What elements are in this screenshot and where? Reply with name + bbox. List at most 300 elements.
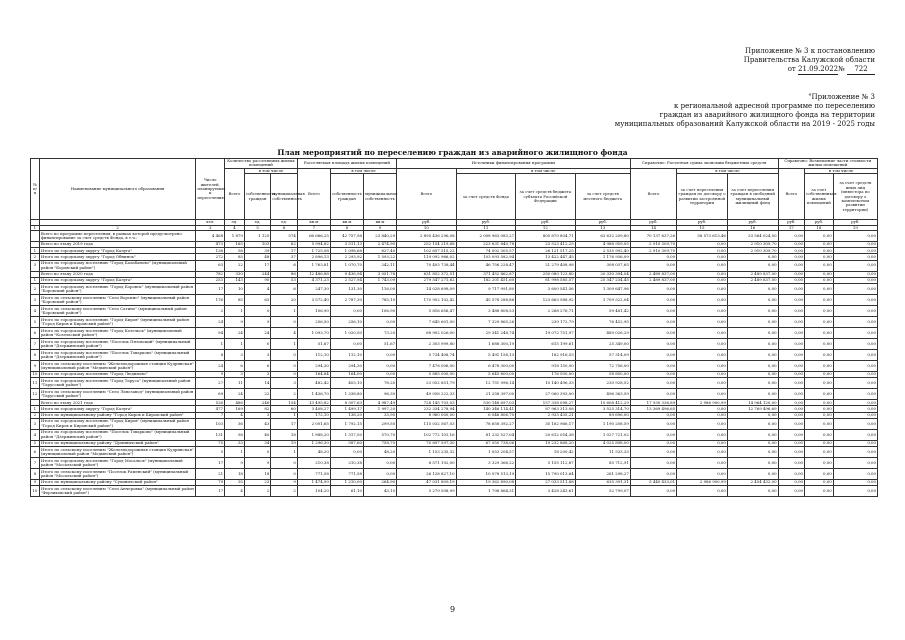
value-cell: 0,00 [778, 457, 804, 468]
value-cell: 2 489 837,00 [630, 277, 676, 283]
value-cell: 1 210,00 [330, 479, 363, 485]
unit-cell: руб. [805, 220, 834, 225]
unit-cell: кв.м [330, 220, 363, 225]
value-cell: 5 645 600,00 [456, 371, 516, 377]
value-cell: 0,00 [630, 327, 676, 338]
value-cell: 131 [196, 429, 225, 440]
value-cell: 0,00 [805, 316, 834, 327]
value-cell: 247,30 [297, 283, 330, 294]
value-cell: 0,00 [677, 468, 728, 479]
value-cell: 76 452,95 [575, 316, 630, 327]
value-cell: 0,00 [330, 338, 363, 349]
value-cell: 771,58 [330, 468, 363, 479]
value-cell: 17 [196, 457, 225, 468]
value-cell: 103 [196, 418, 225, 429]
value-cell: 0,00 [833, 283, 877, 294]
value-cell: 0,00 [727, 360, 778, 371]
municipality-name: Итого по городскому округу "Город Калуга" [39, 406, 196, 412]
value-cell: 119 092 966,02 [397, 254, 457, 260]
value-cell: 59 481,42 [575, 305, 630, 316]
value-cell: 0,00 [805, 231, 834, 242]
value-cell: 0,00 [677, 305, 728, 316]
value-cell: 0,00 [677, 371, 728, 377]
value-cell: 58 [225, 429, 245, 440]
value-cell: 0 [271, 468, 297, 479]
value-cell: 25 347 234,45 [575, 277, 630, 283]
value-cell: 17 [244, 260, 270, 271]
table-row [31, 446, 878, 457]
value-cell: 0,00 [805, 486, 834, 497]
value-cell: 0,00 [677, 248, 728, 254]
value-cell: 72 756,00 [575, 360, 630, 371]
row-number: 6 [31, 327, 40, 338]
value-cell: 24 [244, 327, 270, 338]
value-cell: 112,10 [297, 349, 330, 360]
value-cell: 104,20 [297, 486, 330, 497]
value-cell: 69 [196, 389, 225, 400]
col-savings-development: за счет переселения граждан по договору о развитии застроенной территории [677, 174, 728, 220]
value-cell: 43,10 [363, 486, 396, 497]
value-cell: 27 060 393,00 [516, 389, 576, 400]
value-cell: 12 486,88 [297, 271, 330, 277]
value-cell: 45 578 288,86 [456, 294, 516, 305]
value-cell: 0 [271, 457, 297, 468]
value-cell: 253 [196, 277, 225, 283]
value-cell: 0,00 [833, 418, 877, 429]
row-number: 1 [31, 277, 40, 283]
value-cell: 1 [271, 338, 297, 349]
table-row [31, 349, 878, 360]
value-cell: 0,00 [778, 271, 804, 277]
value-cell: 17 [196, 283, 225, 294]
unit-cell: руб. [727, 220, 778, 225]
value-cell: 279 547 271,62 [397, 277, 457, 283]
value-cell: 90 [244, 277, 270, 283]
value-cell: 0,00 [727, 468, 778, 479]
column-number-cell: 4 [225, 225, 245, 230]
value-cell: 63 [196, 260, 225, 271]
value-cell: 0,00 [630, 389, 676, 400]
value-cell: 1 436,70 [297, 389, 330, 400]
value-cell: 18 200,42 [516, 446, 576, 457]
column-number-cell: 2 [39, 225, 196, 230]
value-cell: 106,90 [363, 305, 396, 316]
value-cell: 0,00 [630, 254, 676, 260]
value-cell: 0,00 [630, 440, 676, 446]
value-cell: 785,10 [363, 294, 396, 305]
value-cell: 0,00 [833, 440, 877, 446]
value-cell: 49 058 222,33 [397, 389, 457, 400]
row-number: 8 [31, 349, 40, 360]
value-cell: 0 [271, 349, 297, 360]
value-cell: 264,90 [363, 479, 396, 485]
value-cell: 0,00 [778, 479, 804, 485]
table-row [31, 468, 878, 479]
value-cell: 3 525 314,70 [575, 406, 630, 412]
value-cell: 48,20 [363, 446, 396, 457]
value-cell: 0,00 [778, 418, 804, 429]
municipality-name: Итого по муниципальному району "Город Киров и Кировский район" [39, 412, 196, 418]
table-row [31, 305, 878, 316]
value-cell: 482,42 [297, 378, 330, 389]
value-cell: 1 125 [244, 231, 270, 242]
value-cell: 48,20 [297, 446, 330, 457]
value-cell: 102 772 101,16 [397, 429, 457, 440]
value-cell: 330 [225, 271, 245, 277]
value-cell: 19 362 890,08 [456, 479, 516, 485]
value-cell: 232 334 278,94 [397, 406, 457, 412]
value-cell: 35 182 966,17 [516, 418, 576, 429]
value-cell: 164,00 [330, 371, 363, 377]
value-cell: 115 032 567,03 [397, 418, 457, 429]
value-cell: 477 [196, 406, 225, 412]
value-cell: 0,00 [727, 283, 778, 294]
value-cell: 0,00 [677, 412, 728, 418]
value-cell: 2 787,30 [330, 294, 363, 305]
row-number: 6 [31, 446, 40, 457]
municipality-name: Итого по городскому поселению "Город Балабаново" (муниципальный район "Боровский район") [39, 260, 196, 271]
municipality-name: Итого по городскому поселению "Поселок Товарково" (муниципальный район "Дзержинский район") [39, 349, 196, 360]
value-cell: 2 [271, 486, 297, 497]
table-header [31, 159, 878, 231]
col-premises-incl: в том числе [244, 168, 297, 173]
value-cell: 0,00 [805, 349, 834, 360]
value-cell: 0,00 [778, 406, 804, 412]
value-cell: 3 [271, 378, 297, 389]
value-cell: 627,40 [363, 248, 396, 254]
col-funding-incl: в том числе [456, 168, 630, 173]
value-cell: 17 [271, 418, 297, 429]
value-cell: 21 258 397,00 [456, 389, 516, 400]
value-cell: 2 489 837,00 [630, 271, 676, 277]
value-cell: 0,00 [677, 429, 728, 440]
value-cell: 3 408,27 [297, 406, 330, 412]
value-cell: 176 500,00 [516, 371, 576, 377]
value-cell: 615 199,61 [516, 338, 576, 349]
column-number-cell: 13 [575, 225, 630, 230]
value-cell: 0,00 [677, 242, 728, 248]
value-cell: 0,00 [778, 446, 804, 457]
row-number: 9 [31, 360, 40, 371]
value-cell: 75 [196, 440, 225, 446]
col-area-citizens: собственность граждан [330, 174, 363, 220]
value-cell: 2 896,13 [297, 254, 330, 260]
value-cell: 33 564 024,00 [727, 231, 778, 242]
value-cell: 0,00 [778, 242, 804, 248]
value-cell: 23 [244, 479, 270, 485]
col-num: № п/п [31, 159, 40, 220]
value-cell: 5 734 408,74 [397, 349, 457, 360]
value-cell: 3 [244, 349, 270, 360]
value-cell: 18 [244, 468, 270, 479]
value-cell: 0,00 [630, 260, 676, 271]
value-cell: 68 902 026,00 [397, 327, 457, 338]
value-cell: 210,38 [297, 457, 330, 468]
page-number: 9 [449, 605, 456, 614]
value-cell: 0,00 [363, 457, 396, 468]
value-cell: 26 121 517,25 [516, 248, 576, 254]
value-cell: 530 148 697,03 [456, 400, 516, 406]
value-cell: 0,00 [677, 418, 728, 429]
value-cell: 14 [244, 378, 270, 389]
value-cell: 0,00 [363, 468, 396, 479]
value-cell: 0,00 [805, 242, 834, 248]
value-cell: 0,00 [677, 294, 728, 305]
value-cell: 9 [244, 316, 270, 327]
value-cell: 3 600 541,56 [516, 283, 576, 294]
value-cell: 2 008 963 083,27 [456, 231, 516, 242]
value-cell: 86 [271, 271, 297, 277]
value-cell: 0,00 [833, 349, 877, 360]
value-cell: 210,38 [330, 457, 363, 468]
col-savings-total: Всего [630, 168, 676, 219]
value-cell: 4 [225, 486, 245, 497]
value-cell: 138 [196, 248, 225, 254]
value-cell: 33 [225, 440, 245, 446]
value-cell: 13 422 447,45 [516, 254, 576, 260]
value-cell: 4 468 [196, 231, 225, 242]
value-cell: 1 798 864,31 [456, 486, 516, 497]
value-cell: 85 712,91 [575, 457, 630, 468]
value-cell: 79 [196, 479, 225, 485]
value-cell: 486 [225, 400, 245, 406]
value-cell: 0,00 [805, 371, 834, 377]
value-cell: 8 [196, 349, 225, 360]
value-cell: 8 960 000,00 [397, 412, 457, 418]
row-number: 4 [31, 305, 40, 316]
value-cell: 2 474,90 [363, 242, 396, 248]
value-cell: 299,50 [363, 418, 396, 429]
appendix-header [615, 93, 875, 129]
row-number: 8 [31, 468, 40, 479]
value-cell: 0,00 [630, 468, 676, 479]
table-row [31, 429, 878, 440]
value-cell: 0,00 [805, 327, 834, 338]
value-cell: 20 [271, 294, 297, 305]
row-number: 10 [32, 371, 38, 377]
value-cell: 0,00 [727, 440, 778, 446]
value-cell: 40 [244, 429, 270, 440]
value-cell: 1 093,70 [297, 327, 330, 338]
value-cell: 78 658 392,27 [456, 418, 516, 429]
value-cell: 138,20 [330, 412, 363, 418]
value-cell: 0,00 [677, 406, 728, 412]
column-number-cell: 1 [31, 225, 40, 230]
value-cell: 0,00 [677, 486, 728, 497]
value-cell: 74 002 305,57 [456, 248, 516, 254]
row-number: 2 [31, 283, 40, 294]
value-cell: 0,00 [805, 277, 834, 283]
value-cell: 0,00 [833, 412, 877, 418]
value-cell: 116,00 [363, 283, 396, 294]
value-cell: 0,00 [805, 260, 834, 271]
value-cell: 0,00 [727, 429, 778, 440]
value-cell: 1 317,50 [330, 429, 363, 440]
value-cell: 5 994,82 [297, 242, 330, 248]
value-cell: 1 499,17 [330, 406, 363, 412]
value-cell: 57 314,09 [575, 349, 630, 360]
value-cell: 4 371,23 [297, 277, 330, 283]
column-number-cell: 7 [297, 225, 330, 230]
value-cell: 0,00 [677, 457, 728, 468]
value-cell: 0,00 [805, 429, 834, 440]
value-cell: 22 [244, 389, 270, 400]
value-cell: 5 [196, 446, 225, 457]
col-premises-citizens: собственность граждан [244, 174, 270, 220]
column-number-cell: 10 [397, 225, 457, 230]
municipality-name: Итого по сельскому поселению "Железнодорожная станция Кудринская" (муниципальный район "Медынский район") [39, 446, 196, 457]
value-cell: 0,00 [778, 400, 804, 406]
value-cell: 157 338 098,27 [516, 400, 576, 406]
approval-line-2: Правительства Калужской области [743, 56, 875, 64]
municipality-name: Итого по городскому поселению "Поселок Товарково" (муниципальный район "Дзержинский район") [39, 429, 196, 440]
value-cell: 18 [271, 429, 297, 440]
value-cell: 0,00 [833, 254, 877, 260]
value-cell: 14 028 698,09 [397, 283, 457, 294]
value-cell: 0,00 [778, 412, 804, 418]
value-cell: 2 910 309,70 [630, 242, 676, 248]
table-row [31, 338, 878, 349]
value-cell: 0,00 [727, 378, 778, 389]
value-cell: 33,90 [363, 412, 396, 418]
value-cell: 2 293,92 [330, 254, 363, 260]
value-cell: 2 454 432,00 [727, 479, 778, 485]
value-cell: 1 743,09 [363, 277, 396, 283]
value-cell: 170 952 102,42 [397, 294, 457, 305]
value-cell: 0,00 [778, 389, 804, 400]
value-cell: 8 507,63 [330, 400, 363, 406]
value-cell: 0,00 [727, 418, 778, 429]
value-cell: 46 756 228,47 [456, 260, 516, 271]
value-cell: 169 [225, 406, 245, 412]
table-row [31, 294, 878, 305]
col-reimb-incl: в том числе [805, 168, 878, 173]
value-cell: 7 329 865,26 [456, 316, 516, 327]
value-cell: 223 631 840,78 [456, 242, 516, 248]
value-cell: 1 888,20 [297, 429, 330, 440]
value-cell: 0,00 [630, 283, 676, 294]
value-cell: 0,00 [805, 254, 834, 260]
table-row [31, 316, 878, 327]
value-cell: 758,70 [363, 440, 396, 446]
value-cell: 1 [271, 305, 297, 316]
value-cell: 17 [271, 248, 297, 254]
value-cell: 0,00 [630, 486, 676, 497]
value-cell: 2 [196, 305, 225, 316]
row-number: 3 [31, 260, 40, 271]
value-cell: 143 [225, 277, 245, 283]
value-cell: 0 [271, 316, 297, 327]
value-cell: 43 [244, 418, 270, 429]
value-cell: 473 [196, 242, 225, 248]
value-cell: 0,00 [805, 418, 834, 429]
value-cell: 570,70 [363, 429, 396, 440]
appendix-line-2: к региональной адресной программе по переселению [674, 102, 875, 110]
value-cell: 0,00 [833, 338, 877, 349]
value-cell: 2 986 900,99 [677, 400, 728, 406]
col-reimb-investors: за счет средств иных лиц (инвестора по договору о комплексном развитии территории) [833, 174, 877, 220]
value-cell: 3 [244, 412, 270, 418]
value-cell: 58 573 613,46 [677, 231, 728, 242]
value-cell: 2 895 436 296,08 [397, 231, 457, 242]
value-cell: 3 329 366,22 [456, 457, 516, 468]
unit-cell: руб. [575, 220, 630, 225]
value-cell: 6 [271, 260, 297, 271]
value-cell: 2 986 900,99 [677, 479, 728, 485]
column-number-cell: 12 [516, 225, 576, 230]
value-cell: 164,84 [297, 371, 330, 377]
value-cell: 0,00 [677, 260, 728, 271]
column-number-cell: 19 [833, 225, 877, 230]
value-cell: 0,00 [727, 338, 778, 349]
value-cell: 2 [271, 389, 297, 400]
value-cell: 0,00 [805, 283, 834, 294]
value-cell: 1 997,20 [363, 406, 396, 412]
row-number: 7 [31, 338, 40, 349]
value-cell: 9 717 991,80 [456, 283, 516, 294]
value-cell: 782 [196, 271, 225, 277]
value-cell: 0,00 [805, 271, 834, 277]
value-cell: 728 145 703,03 [397, 400, 457, 406]
col-group-savings: Справочно: Расчетная сумма экономии бюджетных средств [630, 159, 778, 169]
value-cell: 1 [271, 412, 297, 418]
value-cell: 0,00 [805, 294, 834, 305]
col-group-area: Расселяемая площадь жилых помещений [297, 159, 396, 169]
value-cell: 0,00 [727, 260, 778, 271]
value-cell: 0,00 [363, 371, 396, 377]
value-cell: 106,90 [297, 305, 330, 316]
value-cell: 0,00 [677, 378, 728, 389]
value-cell: 18 [225, 468, 245, 479]
value-cell: 2 001,65 [297, 418, 330, 429]
value-cell: 0,00 [833, 305, 877, 316]
value-cell: 0,00 [677, 440, 728, 446]
row-number: 2 [31, 254, 40, 260]
col-group-funding: Источники финансирования программы [397, 159, 631, 169]
value-cell: 20 612 054,38 [516, 429, 576, 440]
value-cell: 0,00 [833, 327, 877, 338]
value-cell: 0,00 [630, 305, 676, 316]
unit-cell: ед. [225, 220, 245, 225]
value-cell: 1 [196, 338, 225, 349]
value-cell: 63 [244, 294, 270, 305]
value-cell: 24 [225, 389, 245, 400]
value-cell: 25 349,00 [575, 338, 630, 349]
value-cell: 4 [225, 412, 245, 418]
value-cell: 0,00 [778, 360, 804, 371]
value-cell: 2 910 309,70 [727, 248, 778, 254]
value-cell: 58 [225, 248, 245, 254]
value-cell: 0,00 [630, 378, 676, 389]
value-cell: 256,10 [330, 316, 363, 327]
value-cell: 35 [225, 479, 245, 485]
table-row [31, 260, 878, 271]
value-cell: 0,00 [727, 446, 778, 457]
value-cell: 246 [244, 400, 270, 406]
value-cell: 0,00 [727, 294, 778, 305]
value-cell: 34 [244, 440, 270, 446]
table-row [31, 327, 878, 338]
municipality-name: Итого по городскому поселению "Город Боровск" (муниципальный район "Боровский район") [39, 283, 196, 294]
value-cell: 0,00 [805, 468, 834, 479]
value-cell: 1 763,81 [297, 260, 330, 271]
value-cell: 0,00 [778, 283, 804, 294]
value-cell: 24 [196, 316, 225, 327]
value-cell: 0,00 [630, 294, 676, 305]
value-cell: 0,00 [778, 486, 804, 497]
value-cell: 0,00 [677, 389, 728, 400]
row-number: 3 [31, 294, 40, 305]
